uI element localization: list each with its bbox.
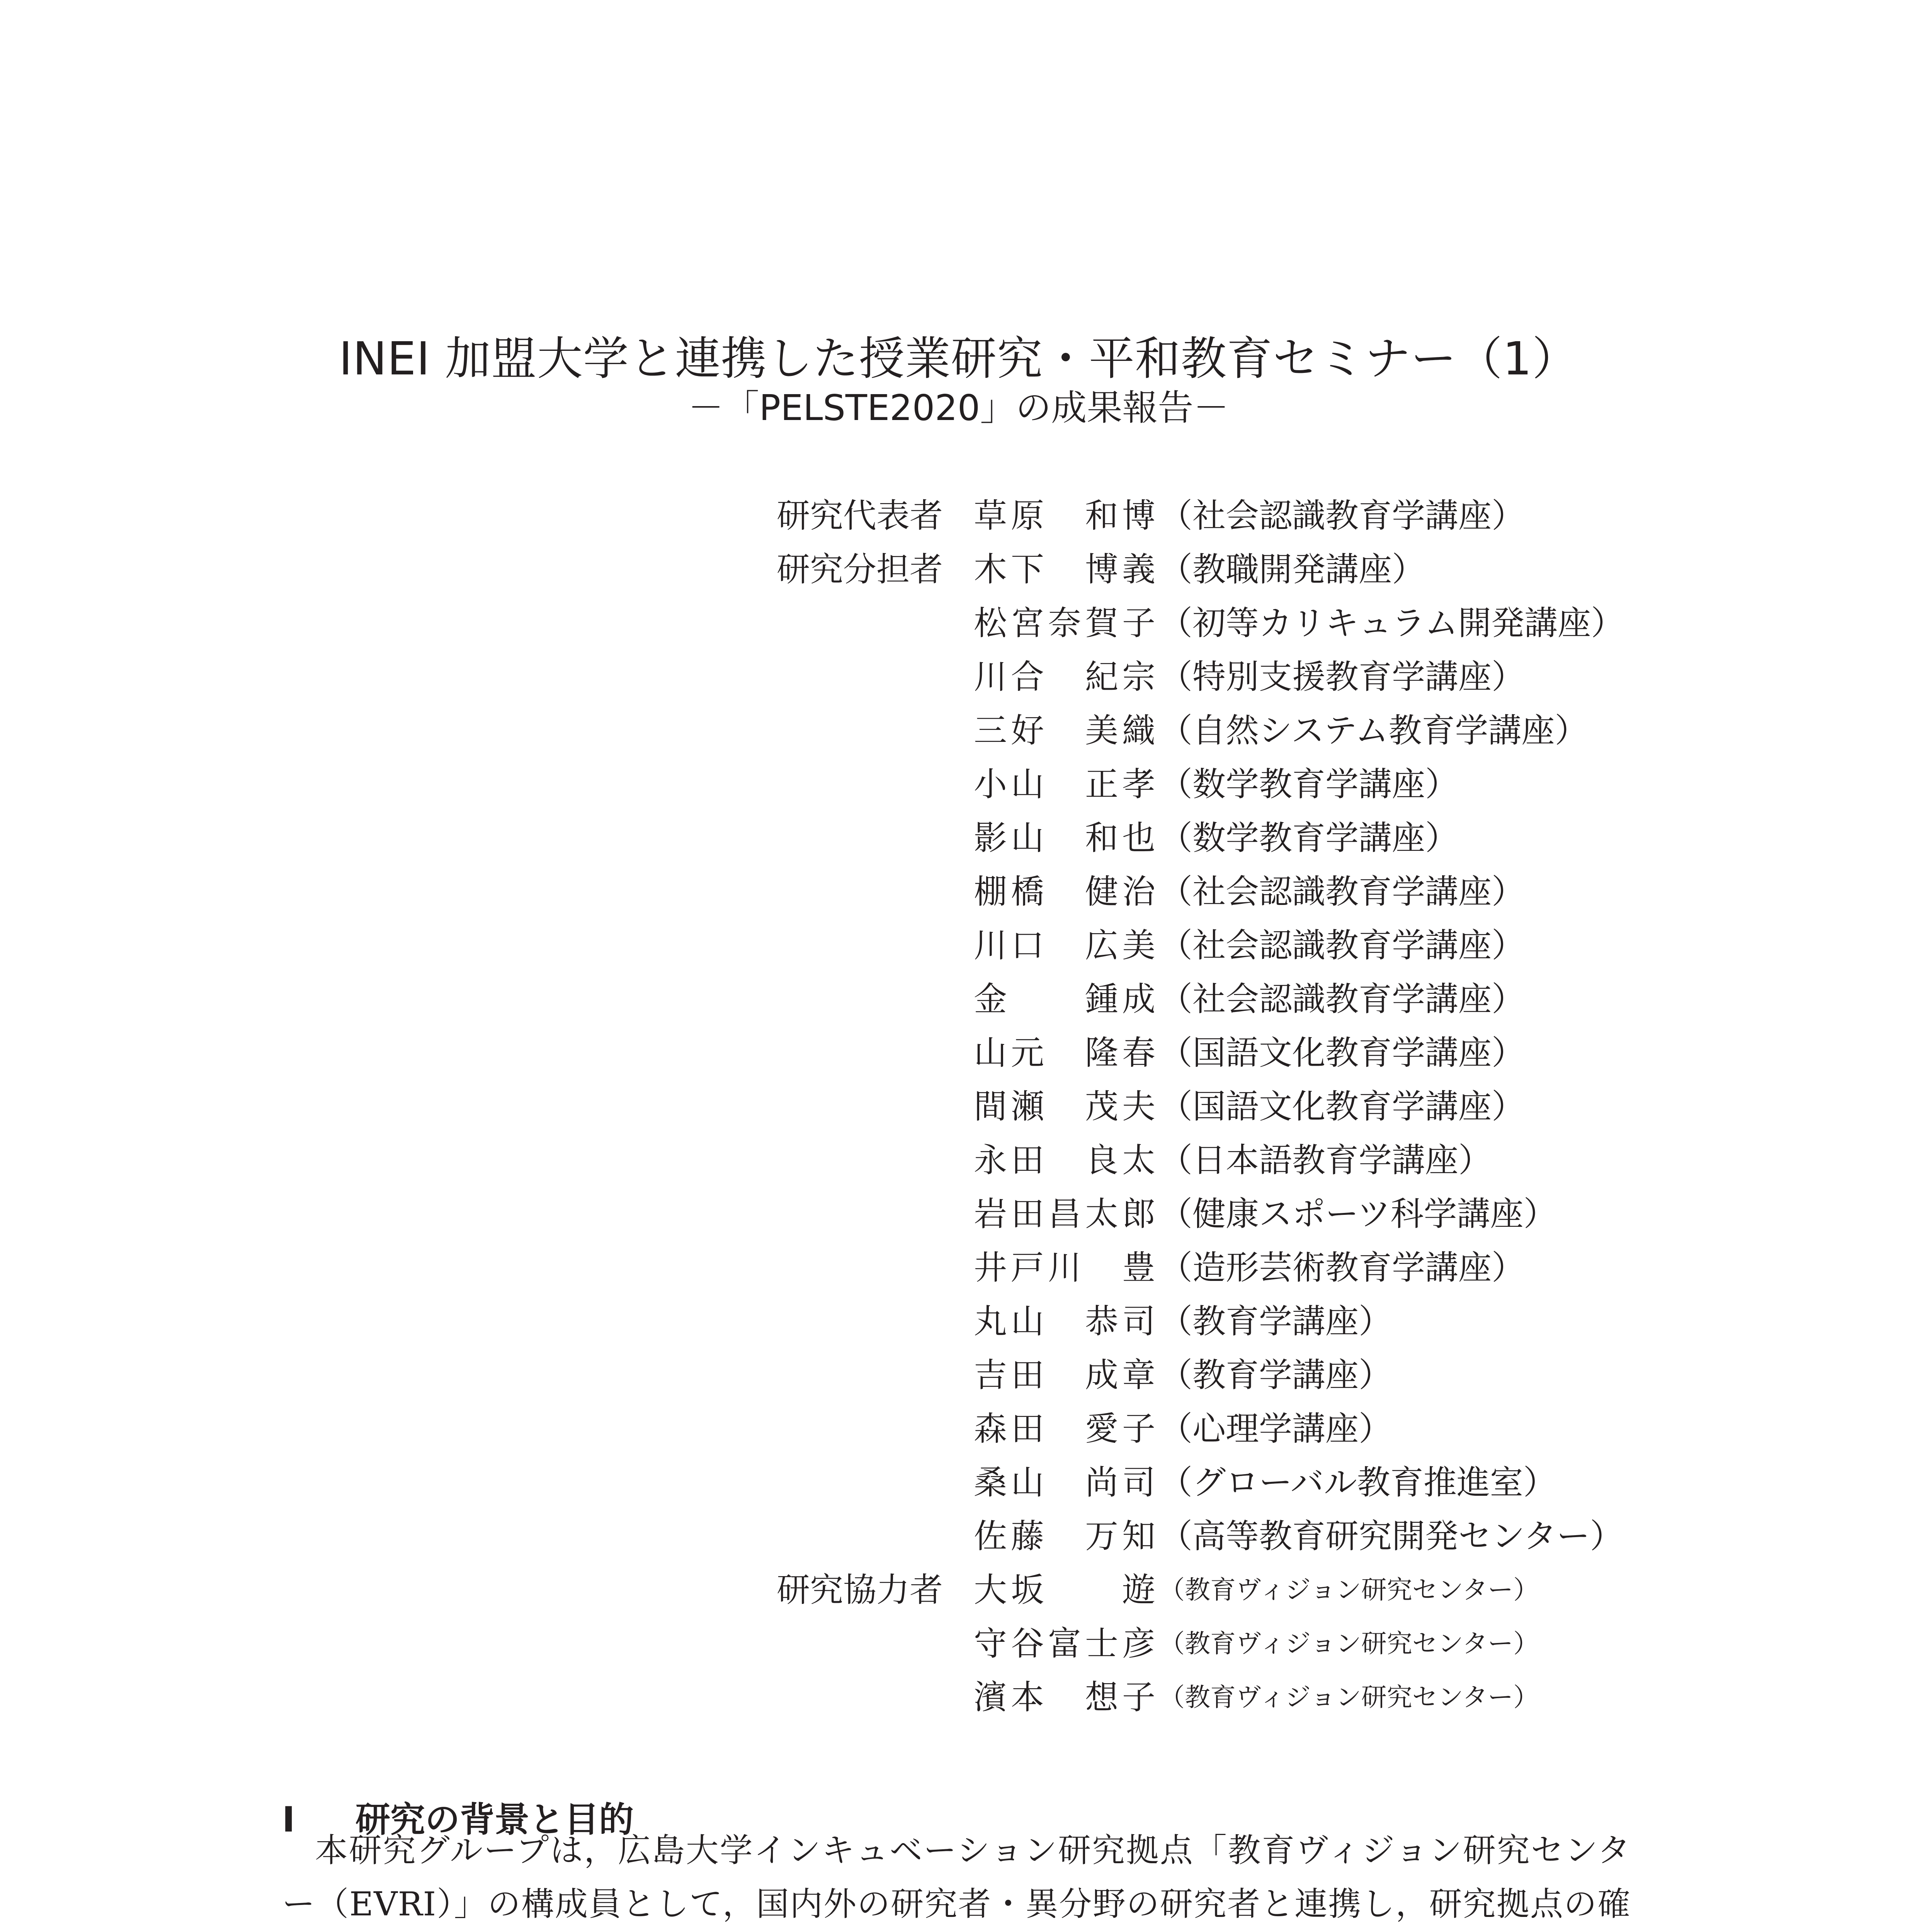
body-paragraph: 本研究グループは，広島大学インキュベーション研究拠点「教育ヴィジョン研究センター（EVRI）」の構成員として，国内外の研究者・異分野の研究者と連携し，研究拠点の確 [282, 1832, 1631, 1923]
author-name: 桑山 尚司 [974, 1463, 1155, 1502]
author-name: 小山 正孝 [974, 765, 1155, 804]
author-affiliation: （自然システム教育学講座） [1159, 711, 1588, 750]
author-name: 岩田昌太郎 [974, 1195, 1155, 1233]
author-name: 山元 隆春 [974, 1034, 1155, 1072]
author-affiliation: （教育ヴィジョン研究センター） [1159, 1682, 1539, 1712]
author-affiliation: （日本語教育学講座） [1159, 1141, 1492, 1180]
author-name: 濱本 想子 [974, 1678, 1155, 1717]
author-name: 永田 良太 [974, 1141, 1155, 1180]
author-affiliation: （教育学講座） [1159, 1302, 1392, 1341]
author-affiliation: （造形芸術教育学講座） [1159, 1248, 1525, 1287]
author-role: 研究分担者 [777, 550, 943, 589]
author-affiliation: （グローバル教育推進室） [1159, 1463, 1556, 1502]
author-name: 井戸川 豊 [974, 1248, 1155, 1287]
author-affiliation: （社会認識教育学講座） [1159, 497, 1525, 535]
author-affiliation: （教育ヴィジョン研究センター） [1159, 1629, 1539, 1658]
author-affiliation: （数学教育学講座） [1159, 765, 1458, 804]
author-affiliation: （教育ヴィジョン研究センター） [1159, 1575, 1539, 1605]
author-affiliation: （健康スポーツ科学講座） [1159, 1195, 1557, 1233]
author-affiliation: （教職開発講座） [1159, 550, 1425, 589]
author-name: 間瀬 茂夫 [974, 1087, 1155, 1126]
author-name: 川口 広美 [974, 926, 1155, 965]
author-name: 草原 和博 [974, 497, 1155, 535]
author-affiliation: （国語文化教育学講座） [1159, 1087, 1525, 1126]
author-affiliation: （社会認識教育学講座） [1159, 980, 1525, 1019]
author-affiliation: （社会認識教育学講座） [1159, 872, 1525, 911]
author-name: 守谷富士彦 [974, 1624, 1155, 1663]
author-name: 川合 紀宗 [974, 658, 1155, 696]
author-affiliation: （初等カリキュラム開発講座） [1159, 604, 1624, 643]
author-affiliation: （心理学講座） [1159, 1410, 1392, 1448]
author-name: 松宮奈賀子 [974, 604, 1155, 643]
section-number: Ⅰ [282, 1799, 295, 1840]
author-affiliation: （数学教育学講座） [1159, 819, 1458, 857]
author-name: 大坂 遊 [974, 1571, 1155, 1609]
author-role: 研究協力者 [777, 1571, 943, 1609]
author-affiliation: （国語文化教育学講座） [1159, 1034, 1525, 1072]
section-body [282, 1824, 1631, 1932]
author-name: 佐藤 万知 [974, 1517, 1155, 1556]
author-name: 森田 愛子 [974, 1410, 1155, 1448]
author-affiliation: （教育学講座） [1159, 1356, 1392, 1395]
author-affiliation: （社会認識教育学講座） [1159, 926, 1525, 965]
paper-subtitle: －「PELSTE2020」の成果報告－ [688, 387, 1229, 429]
paper-title: INEI 加盟大学と連携した授業研究・平和教育セミナー（1） [338, 332, 1578, 386]
author-name: 吉田 成章 [974, 1356, 1155, 1395]
section-title: 研究の背景と目的 [356, 1799, 634, 1840]
author-name: 影山 和也 [974, 819, 1155, 857]
author-name: 木下 博義 [974, 550, 1155, 589]
author-name: 三好 美織 [974, 711, 1155, 750]
author-name: 棚橋 健治 [974, 872, 1155, 911]
author-name: 丸山 恭司 [974, 1302, 1155, 1341]
author-name: 金 鍾成 [974, 980, 1155, 1019]
author-affiliation: （特別支援教育学講座） [1159, 658, 1525, 696]
author-affiliation: （高等教育研究開発センター） [1159, 1517, 1623, 1556]
author-role: 研究代表者 [777, 497, 943, 535]
